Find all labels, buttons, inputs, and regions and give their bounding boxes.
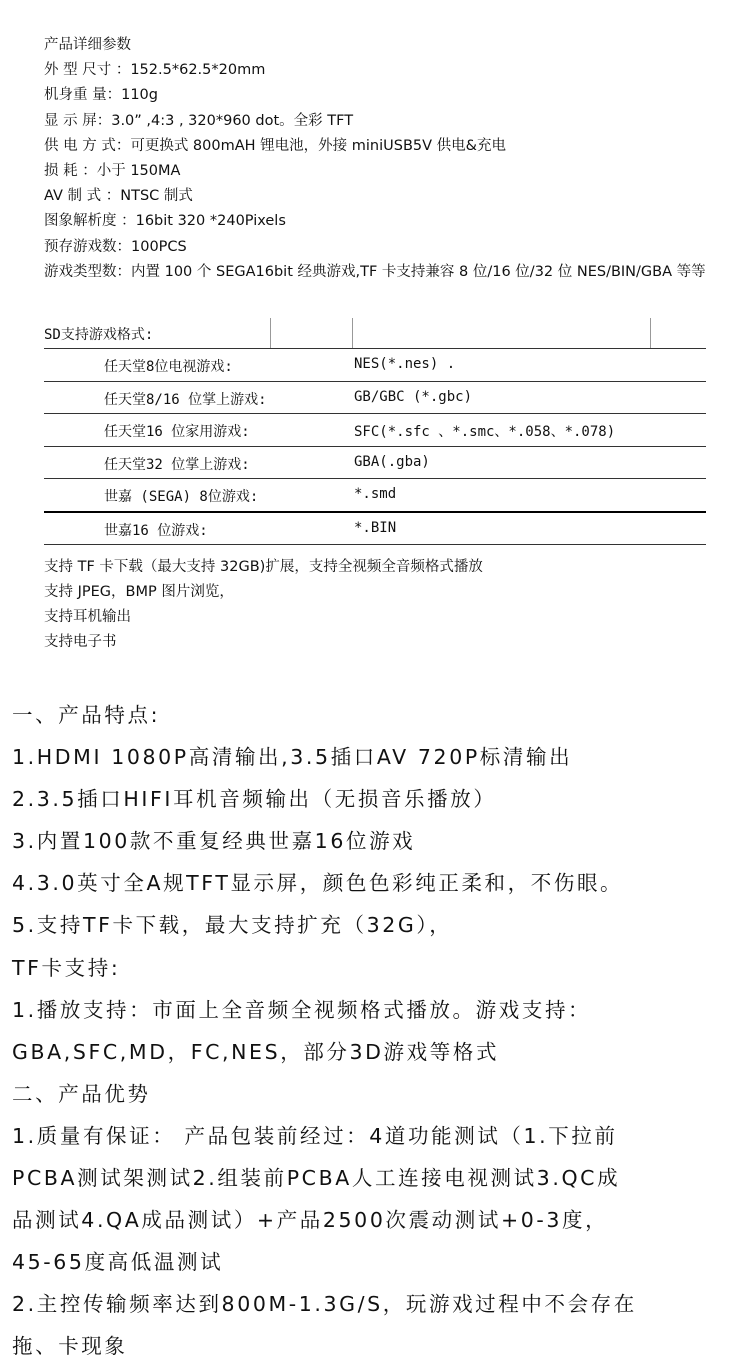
platform-cell: 任天堂8/16 位掌上游戏: [104, 391, 267, 408]
table-divider [650, 318, 651, 348]
platform-cell: 任天堂16 位家用游戏: [104, 424, 250, 440]
feature-line: 1.播放支持：市面上全音频全视频格式播放。游戏支持： [12, 997, 592, 1022]
support-images: 支持 JPEG，BMP 图片浏览， [44, 584, 234, 600]
feature-line: 2.3.5插口HIFI耳机音频输出（无损音乐播放） [12, 787, 497, 812]
table-row [44, 513, 706, 546]
spec-dimensions: 外 型 尺寸 ：152.5*62.5*20mm [44, 62, 266, 79]
support-list [44, 555, 734, 655]
feature-line: TF卡支持: [12, 955, 121, 980]
platform-cell: 世嘉16 位游戏: [104, 522, 208, 539]
table-row [44, 447, 706, 480]
spec-title: 产品详细参数 [44, 37, 131, 53]
spec-preloaded-games: 预存游戏数：100PCS [44, 238, 187, 255]
table-divider [352, 318, 353, 348]
format-cell: *.BIN [354, 519, 397, 536]
advantages-heading: 二、产品优势 [12, 1081, 151, 1106]
spec-list [44, 33, 734, 285]
spec-resolution: 图象解析度 ：16bit 320 *240Pixels [44, 213, 286, 230]
spec-av-format: AV 制 式 ：NTSC 制式 [44, 188, 193, 205]
platform-cell: 任天堂8位电视游戏: [104, 359, 233, 375]
advantage-line: 1.质量有保证： 产品包装前经过：4道功能测试（1.下拉前 [12, 1123, 618, 1148]
table-divider [270, 318, 271, 348]
advantage-line: 品测试4.QA成品测试）+产品2500次震动测试+0-3度， [12, 1208, 609, 1233]
table-row [44, 414, 706, 447]
feature-line: 1.HDMI 1080P高清输出,3.5插口AV 720P标清输出 [12, 745, 573, 770]
support-headphone: 支持耳机输出 [44, 609, 131, 625]
feature-line: 4.3.0英寸全A规TFT显示屏，颜色色彩纯正柔和，不伤眼。 [12, 871, 624, 896]
platform-cell: 世嘉 (SEGA) 8位游戏: [104, 489, 259, 505]
table-row [44, 479, 706, 513]
feature-line: 5.支持TF卡下载，最大支持扩充（32G）， [12, 913, 453, 938]
format-cell: GB/GBC (*.gbc) [354, 388, 473, 405]
platform-cell: 任天堂32 位掌上游戏: [104, 456, 250, 473]
features-heading: 一、产品特点: [12, 703, 161, 727]
advantage-line: PCBA测试架测试2.组装前PCBA人工连接电视测试3.QC成 [12, 1166, 621, 1191]
sd-table-header: SD支持游戏格式: [44, 327, 154, 343]
support-ebook: 支持电子书 [44, 634, 117, 650]
spec-consumption: 损 耗 ：小于 150MA [44, 163, 181, 180]
spec-display: 显 示 屏：3.0” ,4:3 , 320*960 dot。全彩 TFT [44, 112, 354, 129]
format-cell: NES(*.nes) . [354, 356, 456, 372]
spec-power: 供 电 方 式：可更换式 800mAH 锂电池，外接 miniUSB5V 供电&充电 [44, 137, 506, 154]
sd-table-body [44, 348, 706, 545]
spec-weight: 机身重 量：110g [44, 87, 158, 104]
advantage-line: 拖、卡现象 [12, 1334, 128, 1359]
spec-game-types: 游戏类型数：内置 100 个 SEGA16bit 经典游戏,TF 卡支持兼容 8 位/16 位/32 位 NES/BIN/GBA 等等 [44, 263, 706, 280]
feature-line: 3.内置100款不重复经典世嘉16位游戏 [12, 829, 416, 854]
table-row [44, 349, 706, 382]
support-tf-card: 支持 TF 卡下载（最大支持 32GB)扩展，支持全视频全音频格式播放 [44, 559, 483, 575]
format-cell: SFC(*.sfc 、*.smc、*.058、*.078) [354, 424, 616, 440]
format-cell: *.smd [354, 486, 397, 502]
table-row [44, 382, 706, 415]
feature-line: GBA,SFC,MD，FC,NES，部分3D游戏等格式 [12, 1039, 500, 1064]
advantage-line: 2.主控传输频率达到800M-1.3G/S，玩游戏过程中不会存在 [12, 1292, 637, 1317]
advantage-line: 45-65度高低温测试 [12, 1250, 224, 1275]
features-section [12, 694, 740, 1368]
format-cell: GBA(.gba) [354, 453, 430, 470]
